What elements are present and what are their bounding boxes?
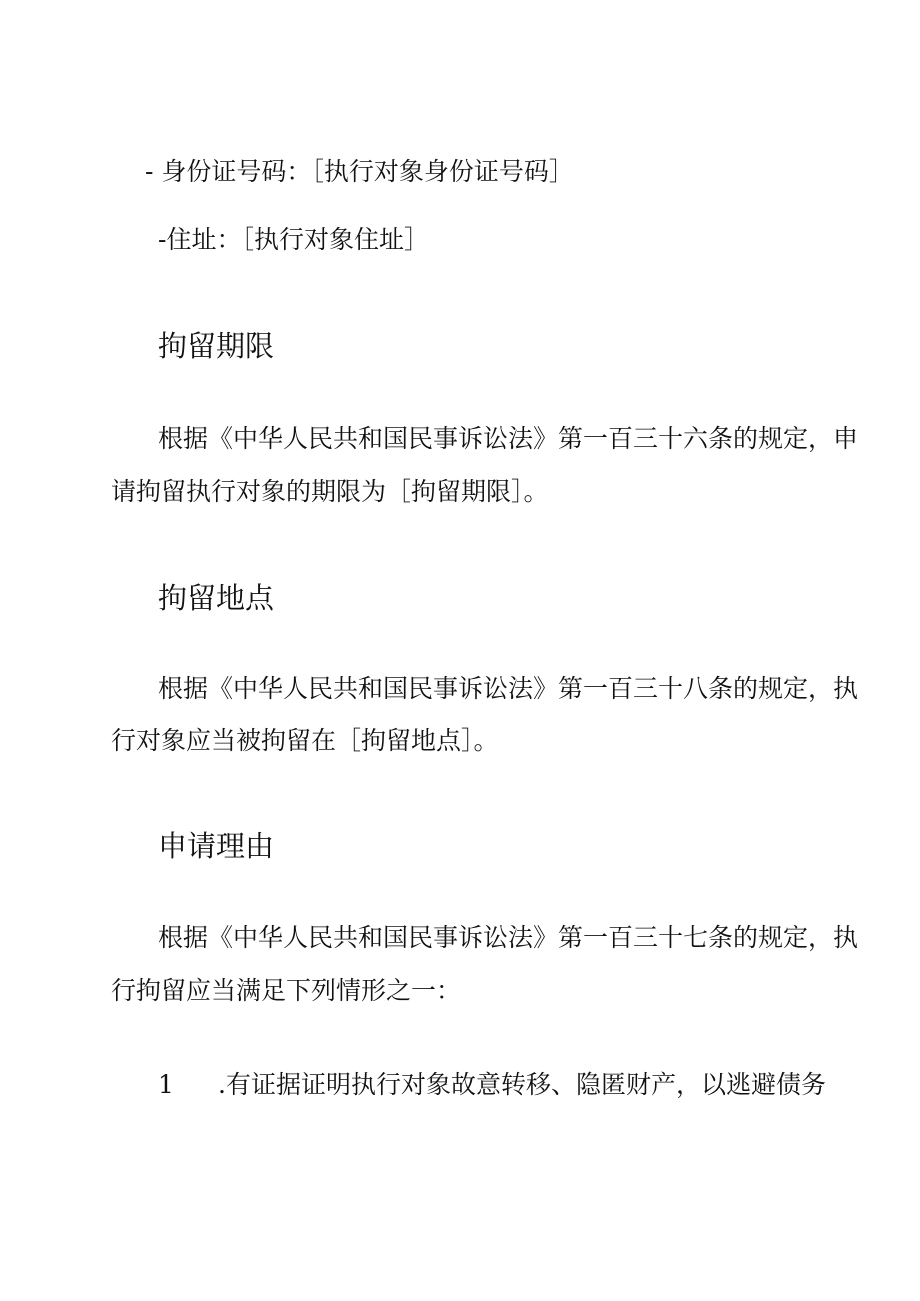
detention-place-paragraph-line-1: 根据《中华人民共和国民事诉讼法》第一百三十八条的规定，执 — [158, 674, 859, 703]
detention-place-paragraph-line-2: 行对象应当被拘留在［拘留地点］。 — [111, 726, 499, 755]
reasons-paragraph-line-2: 行拘留应当满足下列情形之一： — [111, 976, 462, 1005]
address-field: -住址：［执行对象住址］ — [158, 225, 429, 254]
detention-term-paragraph-line-2: 请拘留执行对象的期限为［拘留期限］。 — [111, 477, 549, 506]
detention-term-paragraph-line-1: 根据《中华人民共和国民事诉讼法》第一百三十六条的规定，申 — [158, 424, 859, 453]
id-number-field: - 身份证号码：［执行对象身份证号码］ — [145, 157, 574, 186]
section-heading-detention-term: 拘留期限 — [158, 329, 275, 363]
section-heading-reasons: 申请理由 — [158, 829, 275, 863]
section-heading-detention-place: 拘留地点 — [158, 581, 275, 615]
reasons-paragraph-line-1: 根据《中华人民共和国民事诉讼法》第一百三十七条的规定，执 — [158, 923, 859, 952]
list-item-number: 1 — [158, 1070, 174, 1099]
list-item-text: .有证据证明执行对象故意转移、隐匿财产，以逃避债务 — [218, 1070, 826, 1099]
